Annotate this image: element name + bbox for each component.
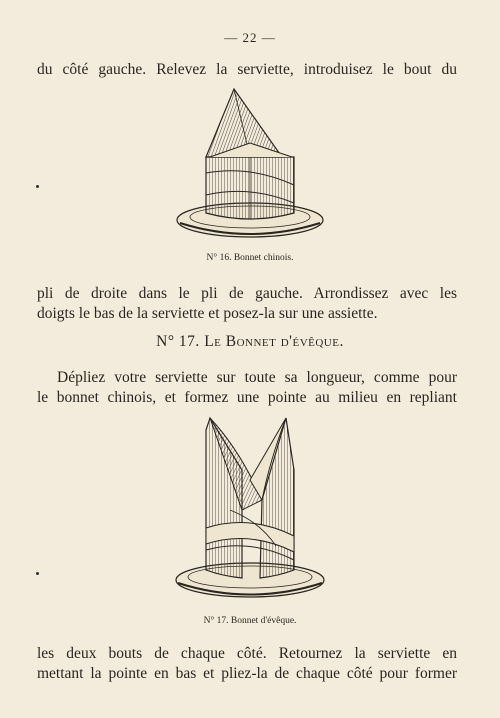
ink-speck	[36, 185, 39, 188]
section-number: N° 17.	[156, 333, 200, 350]
page-number: — 22 —	[224, 30, 276, 45]
text-line: du côté gauche. Relevez la serviette, introduisez le bout du	[37, 61, 457, 78]
text-line: mettant la pointe en bas et pliez-la de chaque côté pour former	[37, 665, 457, 682]
figure-caption: N° 16. Bonnet chinois.	[206, 253, 294, 263]
napkin-bishop-mitre-illustration	[170, 410, 330, 610]
text-line: pli de droite dans le pli de gauche. Arrondissez avec les	[37, 285, 457, 302]
text-line: les deux bouts de chaque côté. Retournez la serviette en	[37, 645, 457, 662]
section-title: Le Bonnet d'évêque.	[204, 333, 344, 350]
section-heading	[0, 333, 500, 351]
text-line: le bonnet chinois, et formez une pointe au milieu en repliant	[37, 389, 457, 406]
figure-caption: N° 17. Bonnet d'évêque.	[203, 616, 297, 626]
text-line: doigts le bas de la serviette et posez-la sur une assiette.	[37, 305, 378, 322]
napkin-chinese-bonnet-illustration	[170, 85, 330, 245]
text-line: Dépliez votre serviette sur toute sa longueur, comme pour	[57, 369, 457, 386]
ink-speck	[36, 572, 39, 575]
